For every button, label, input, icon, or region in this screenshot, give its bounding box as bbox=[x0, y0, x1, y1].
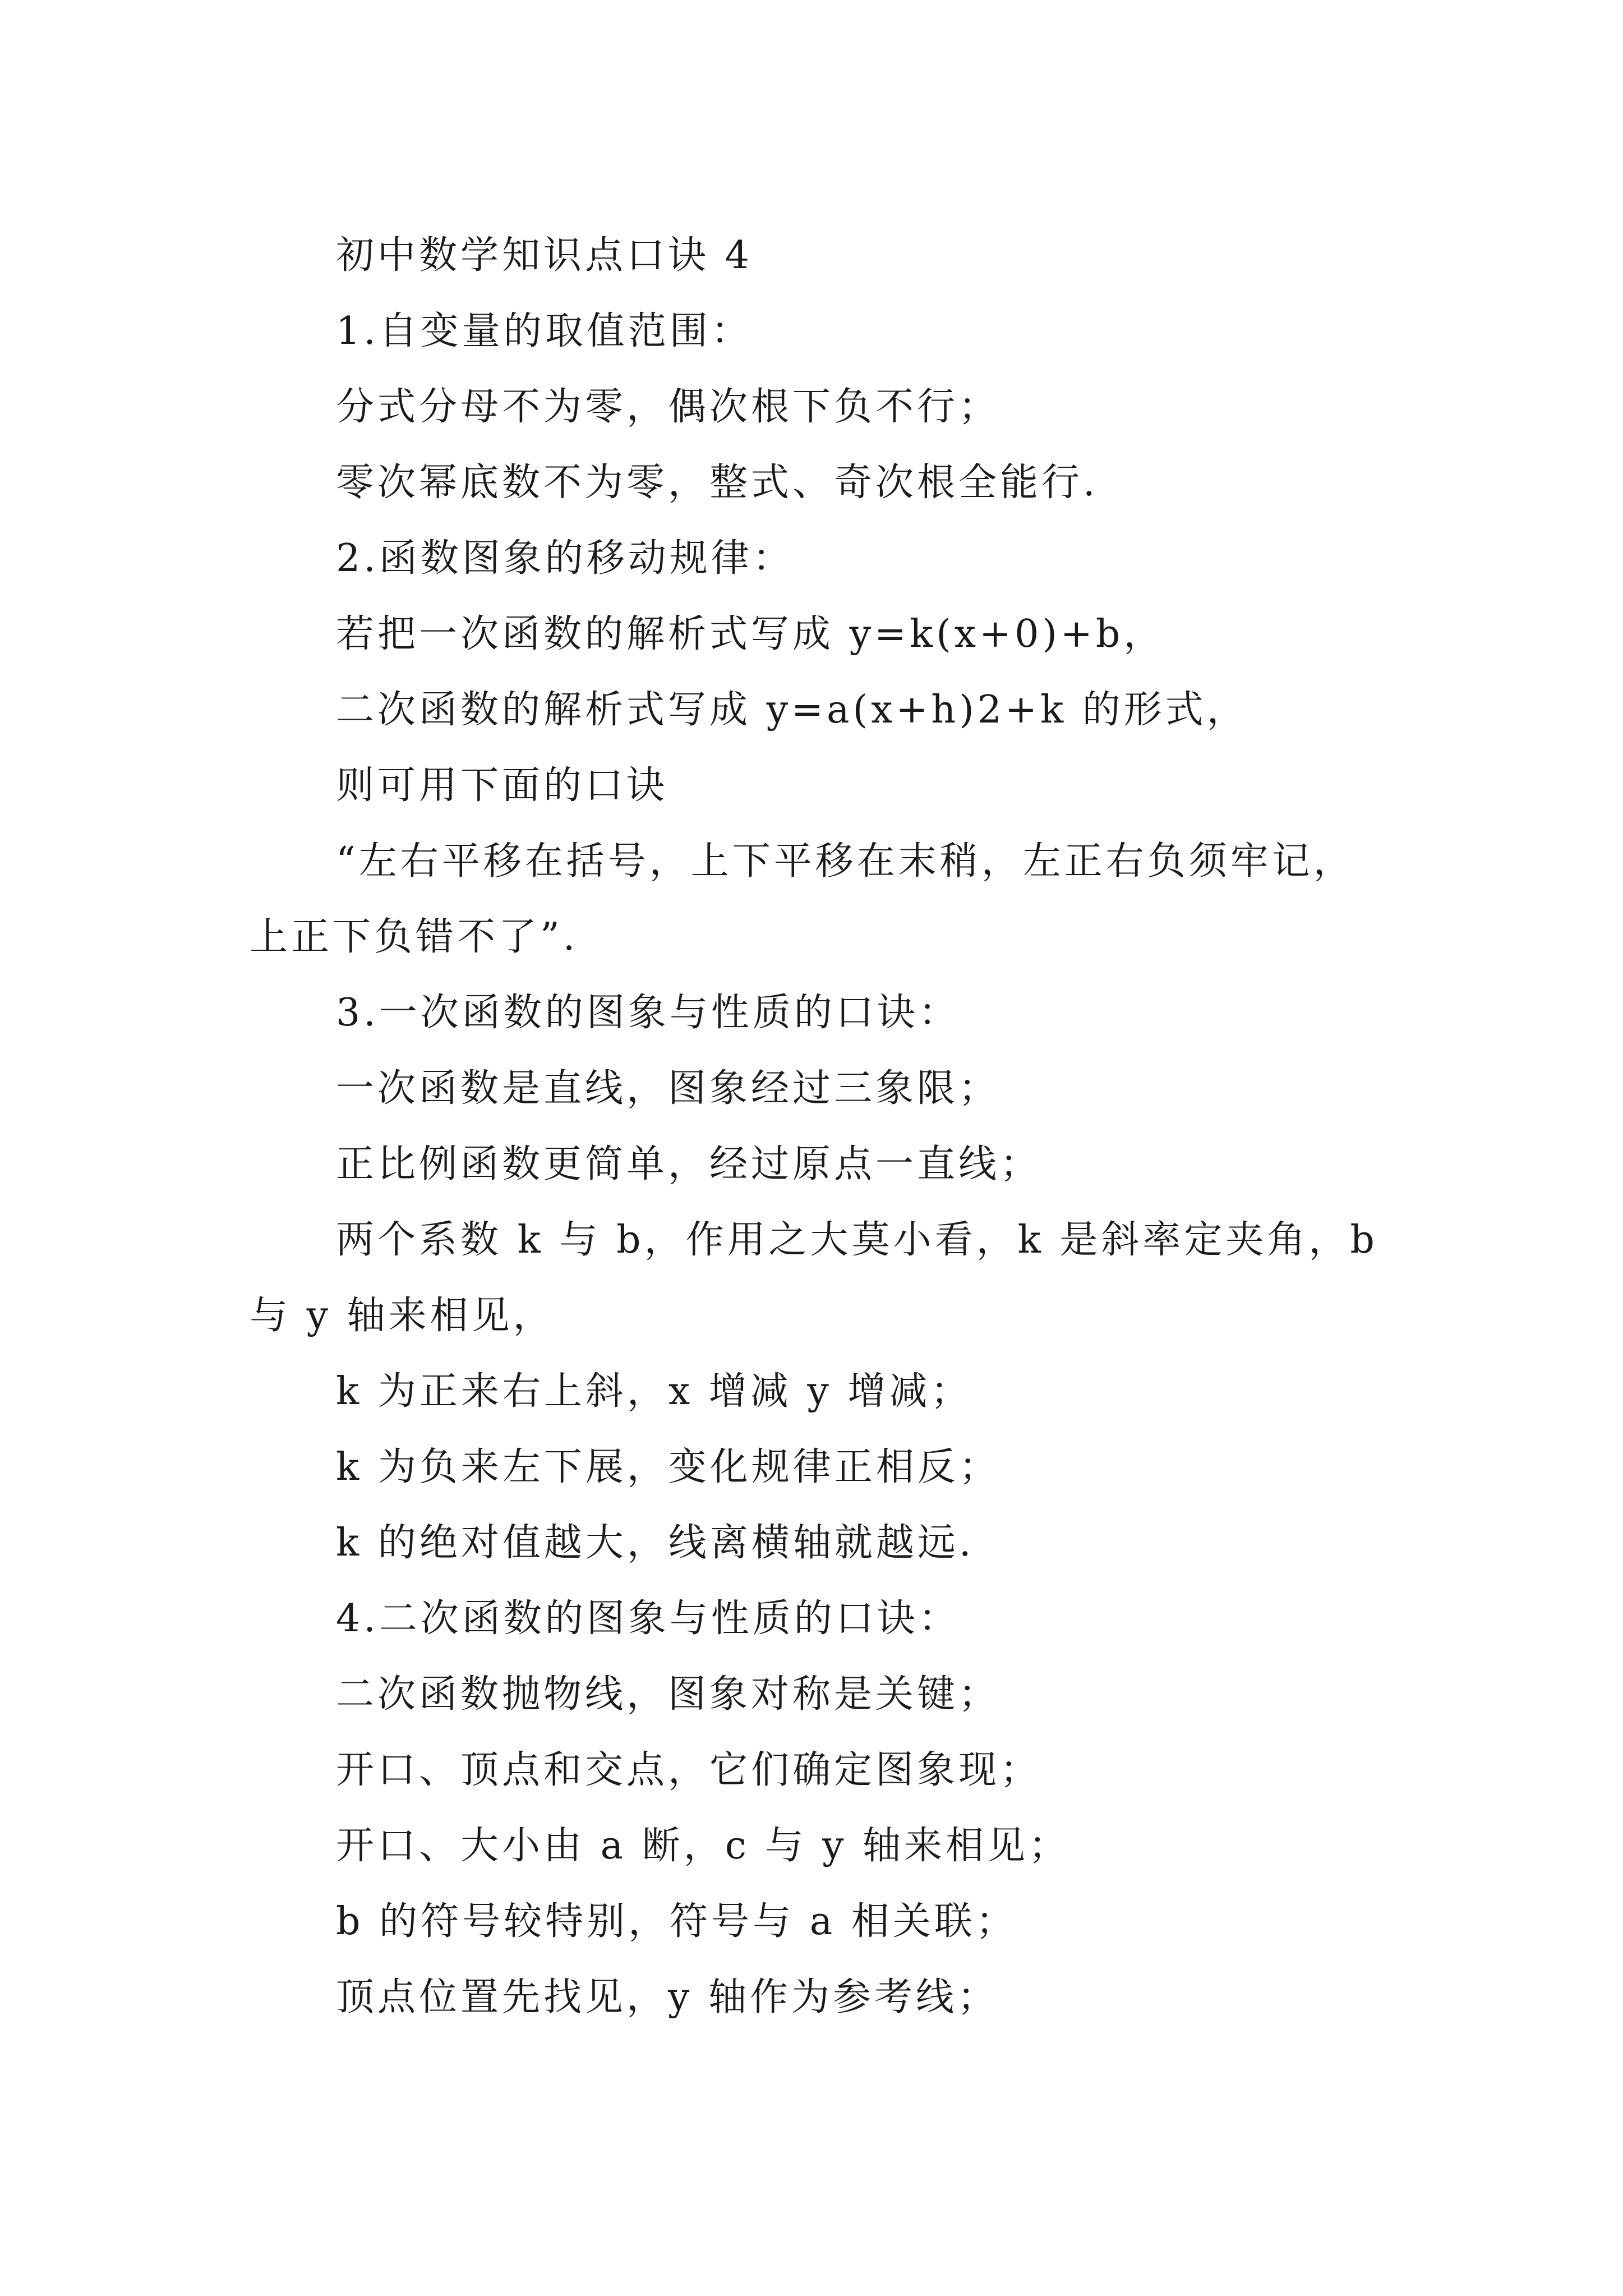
text-line: 正比例函数更简单，经过原点一直线； bbox=[336, 1142, 1042, 1186]
text-paragraph: 两个系数 k 与 b，作用之大莫小看，k 是斜率定夹角，b 与 y 轴来相见， bbox=[250, 1218, 1394, 1338]
text-line: 则可用下面的口诀 bbox=[336, 763, 668, 808]
section-heading-4: 4.二次函数的图象与性质的口诀： bbox=[336, 1596, 960, 1641]
text-paragraph: “左右平移在括号，上下平移在末稍，左正右负须牢记，上正下负错不了”. bbox=[250, 839, 1355, 959]
text-line: 顶点位置先找见，y 轴作为参考线； bbox=[336, 1975, 999, 2019]
text-line: k 为正来右上斜，x 增减 y 增减； bbox=[336, 1369, 972, 1414]
text-line: 一次函数是直线，图象经过三象限； bbox=[336, 1066, 1000, 1111]
section-heading-2: 2.函数图象的移动规律： bbox=[336, 536, 794, 581]
section-heading-3: 3.一次函数的图象与性质的口诀： bbox=[336, 991, 960, 1035]
text-line: 若把一次函数的解析式写成 y=k(x+0)+b， bbox=[336, 612, 1165, 656]
text-line: b 的符号较特别，符号与 a 相关联； bbox=[336, 1899, 1017, 1944]
text-line: k 的绝对值越大，线离横轴就越远. bbox=[336, 1521, 975, 1565]
text-line: 零次幂底数不为零，整式、奇次根全能行. bbox=[336, 461, 1099, 505]
text-line: 二次函数的解析式写成 y=a(x+h)2+k 的形式， bbox=[336, 688, 1248, 732]
text-line: 分式分母不为零，偶次根下负不行； bbox=[336, 385, 1000, 429]
document-body bbox=[250, 218, 1394, 2035]
text-line: 二次函数抛物线，图象对称是关键； bbox=[336, 1672, 1000, 1717]
document-title: 初中数学知识点口诀 4 bbox=[336, 233, 753, 278]
text-line: 开口、顶点和交点，它们确定图象现； bbox=[336, 1748, 1042, 1792]
text-line: 开口、大小由 a 断，c 与 y 轴来相见； bbox=[336, 1824, 1071, 1868]
text-line: k 为负来左下展，变化规律正相反； bbox=[336, 1445, 1000, 1489]
section-heading-1: 1.自变量的取值范围： bbox=[336, 309, 753, 353]
